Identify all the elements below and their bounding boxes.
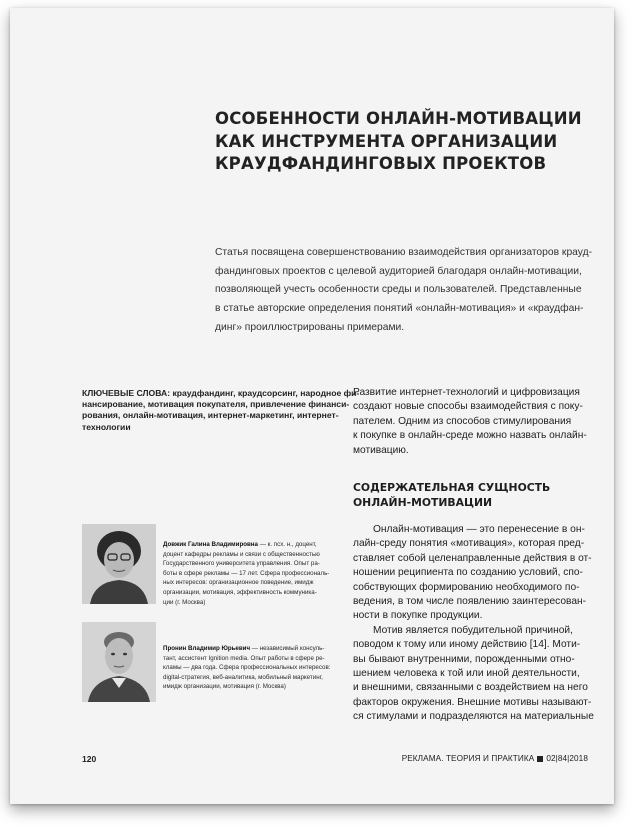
keywords-line: нансирование, мотивация покупателя, привлечение финанси-: [82, 399, 350, 410]
title-line: КРАУДФАНДИНГОВЫХ ПРОЕКТОВ: [215, 154, 547, 173]
page-sheet: [10, 8, 614, 804]
author-bio-line: имидж организации, мотивация (г. Москва): [163, 683, 286, 691]
author-bio-line: Государственного университета управления. Опыт ра-: [163, 560, 320, 568]
body-line: Онлайн-мотивация — это перенесение в он-: [373, 524, 585, 535]
author-bio-line: боты в сфере рекламы — 17 лет. Сфера профессиональ-: [163, 569, 330, 577]
intro-line: пателем. Одним из способов стимулирования: [353, 415, 572, 427]
intro-line: к покупке в онлайн-среде можно назвать онлайн-: [353, 430, 587, 442]
section-heading: [353, 481, 603, 510]
author-bio-line: ных интересов: организационное поведение, имидж: [163, 579, 314, 587]
abstract-line: Статья посвящена совершенствованию взаимодействия организаторов крауд-: [215, 247, 593, 258]
body-line: вы бывают внутренними, порожденными отно-: [353, 653, 575, 665]
author-bio-line: digital-стратегия, веб-аналитика, мобильный маркетинг,: [163, 673, 323, 681]
journal-name: РЕКЛАМА. ТЕОРИЯ И ПРАКТИКА: [401, 754, 535, 763]
abstract-line: позволяющей учесть особенности среды и пользователей. Представленные: [215, 284, 582, 296]
abstract-line: в статье авторские определения понятий «онлайн-мотивация» и «краудфан-: [215, 303, 584, 315]
intro-paragraph: [353, 386, 603, 458]
square-separator-icon: [537, 756, 543, 762]
author-bio-2: [163, 644, 331, 692]
author-bio-line: ции (г. Москва): [163, 598, 206, 606]
page-number: 120: [82, 754, 97, 764]
abstract-line: фандинговых проектов с целевой аудиторией благодаря онлайн-мотивации,: [215, 265, 582, 277]
heading-line: СОДЕРЖАТЕЛЬНАЯ СУЩНОСТЬ: [353, 481, 551, 494]
body-line: ся стимулами и подразделяются на материальные: [353, 711, 594, 723]
author-bio-line: доцент кафедры рекламы и связи с общественностью: [163, 550, 320, 558]
body-line: и внешними, связанными с воздействием на него: [353, 682, 588, 694]
author-name-1: Довжик Галина Владимировна: [163, 541, 258, 548]
body-line: поводом к тому или иному действию [14]. Моти-: [353, 639, 581, 651]
journal-issue: 02|84|2018: [546, 754, 588, 763]
author-bio-line: — к. псх. н., доцент,: [258, 541, 317, 548]
keywords-line: КЛЮЧЕВЫЕ СЛОВА: краудфандинг, краудсорсинг, народное фи-: [82, 388, 360, 398]
body-line: Мотив является побудительной причиной,: [373, 624, 573, 636]
body-line: ношении реципиента по созданию условий, спо-: [353, 567, 583, 579]
keywords: [82, 388, 362, 433]
intro-line: мотивацию.: [353, 444, 409, 456]
body-line: собствующих формированию необходимого по-: [353, 581, 580, 593]
author-bio-line: кламы — два года. Сфера профессиональных интересов:: [163, 664, 331, 672]
abstract-line: динг» проиллюстрированы примерами.: [215, 321, 405, 333]
body-line: ведения, в том числе появлению заинтересован-: [353, 596, 587, 608]
body-line: лайн-среду понятия «мотивация», которая пред-: [353, 538, 585, 550]
title-line: ОСОБЕННОСТИ ОНЛАЙН-МОТИВАЦИИ: [215, 109, 582, 128]
journal-footer: [402, 754, 588, 763]
author-name-2: Пронин Владимир Юрьевич: [163, 645, 251, 652]
body-text: [353, 523, 603, 725]
intro-line: Развитие интернет-технологий и цифровизация: [353, 387, 580, 398]
body-line: факторов окружения. Внешние мотивы называют-: [353, 696, 592, 708]
keywords-line: технологии: [82, 421, 131, 432]
abstract: [215, 244, 595, 338]
title-line: КАК ИНСТРУМЕНТА ОРГАНИЗАЦИИ: [215, 131, 558, 151]
body-line: ности в покупке продукции.: [353, 610, 483, 622]
author-bio-1: [163, 540, 328, 607]
body-line: ставляет собой целенаправленные действия в от-: [353, 552, 592, 564]
intro-line: создают новые способы взаимодействия с поку-: [353, 401, 583, 413]
body-line: шением человека к той или иной деятельности,: [353, 668, 580, 680]
keywords-line: рования, онлайн-мотивация, интернет-маркетинг, интернет-: [82, 410, 339, 421]
author-photo-2: [82, 622, 156, 702]
heading-line: ОНЛАЙН-МОТИВАЦИИ: [353, 495, 493, 509]
author-bio-line: — независимый консуль-: [250, 645, 325, 652]
article-title: [215, 108, 595, 176]
author-bio-line: организации, мотивация, эффективность коммуника-: [163, 588, 317, 596]
author-photo-1: [82, 524, 156, 604]
author-bio-line: тант, ассистент Ignition media. Опыт работы в сфере ре-: [163, 654, 325, 662]
